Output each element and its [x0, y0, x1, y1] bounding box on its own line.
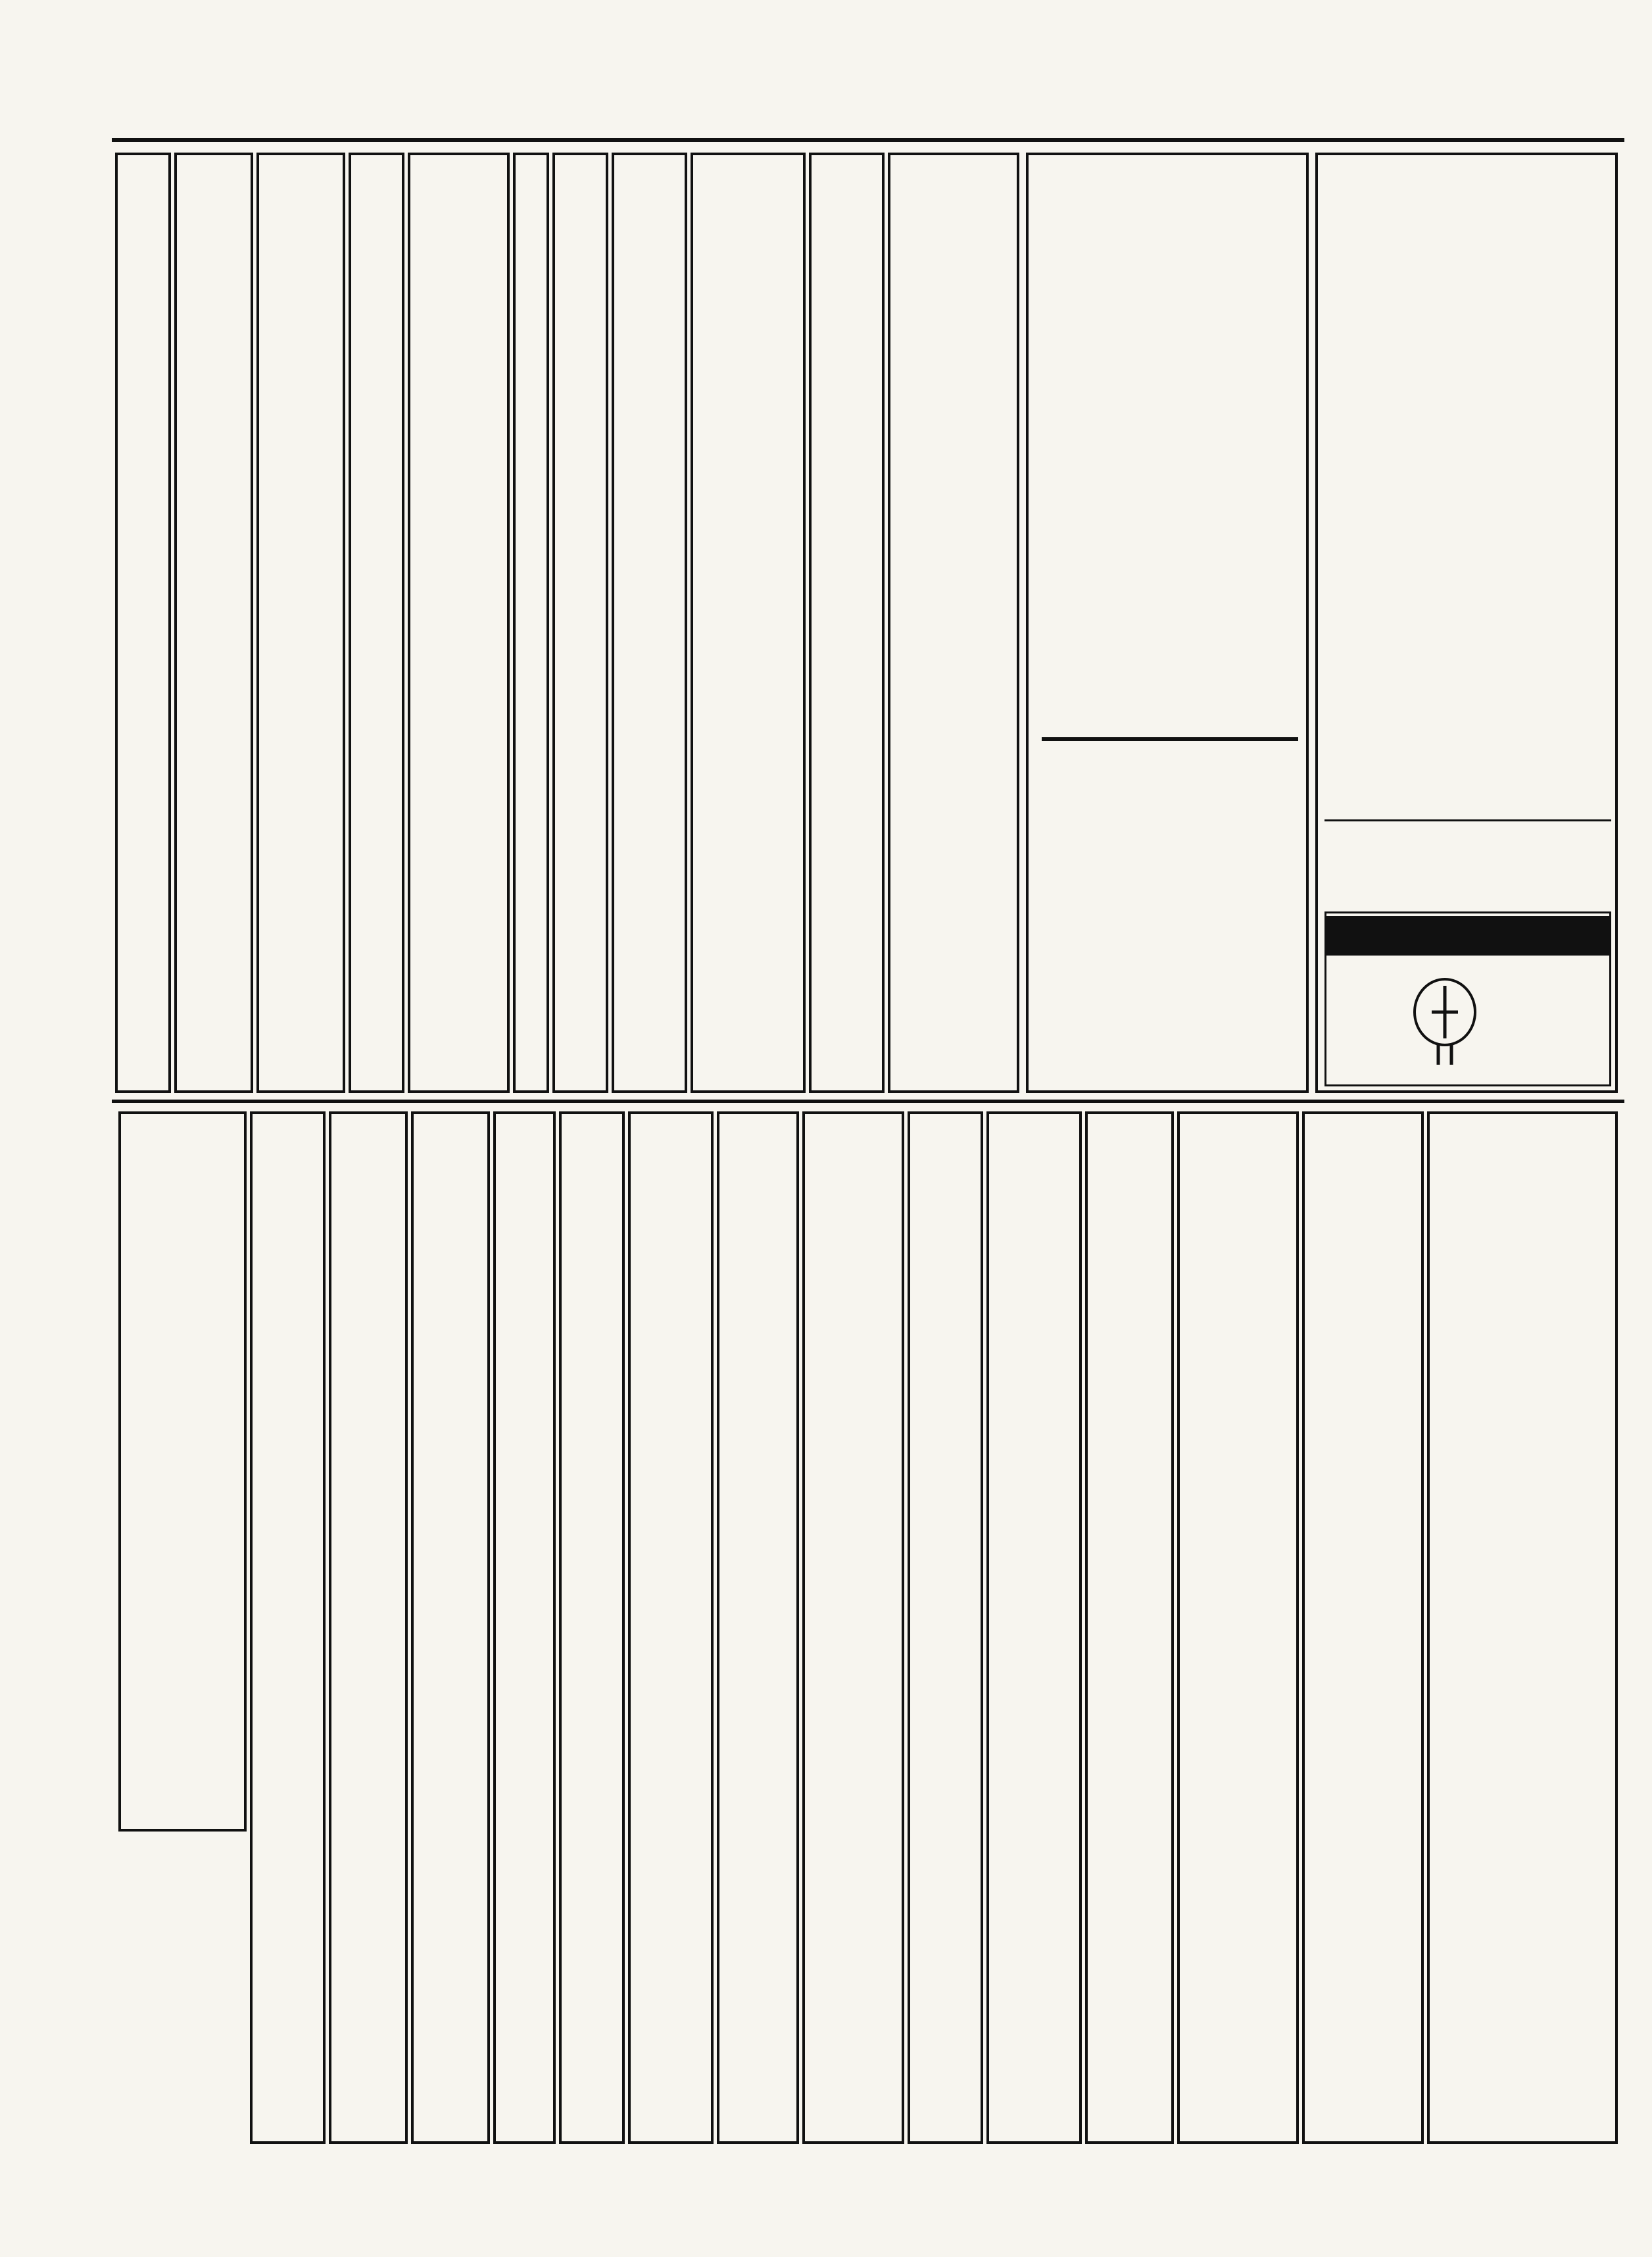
middle-rule: [112, 1100, 1624, 1103]
notice-body: [618, 168, 638, 1082]
notice-body: [335, 1916, 404, 2127]
notice-body: [558, 168, 573, 1082]
notice-title: [986, 1127, 1075, 1719]
notice-body: [913, 1653, 982, 2127]
notice-bottom-2: [1177, 1111, 1299, 2144]
notice-bottom-4: [986, 1111, 1082, 2144]
notice-title: [1085, 1127, 1167, 1653]
notice-body: [263, 168, 283, 1082]
notice-body: [354, 168, 370, 1082]
notice-top-3: [612, 153, 687, 1093]
yearbook-ad: [1026, 153, 1309, 1093]
notice-title: [1178, 1127, 1290, 1627]
notice-body: [256, 1929, 322, 2127]
medicine-ad-title: [1326, 916, 1609, 956]
yearbook-size: [1042, 737, 1298, 741]
notice-top-8: [256, 153, 345, 1093]
notice-body: [1310, 1640, 1343, 2100]
notice-bottom-3: [1085, 1111, 1174, 2144]
notice-body: [993, 1732, 1079, 2127]
notice-top-9: [174, 153, 253, 1093]
notice-bottom-8: [628, 1111, 714, 2144]
notice-bottom-6: [802, 1111, 904, 2144]
notice-title: [802, 1127, 898, 1903]
meichang-anchor: [115, 1111, 247, 1832]
medicine-ad: [1324, 911, 1611, 1086]
notice-top-4: [552, 153, 608, 1093]
masthead-info: [1556, 162, 1609, 399]
header-rule: [112, 138, 1624, 142]
notice-title: [909, 1127, 978, 1640]
masthead-box: [1315, 153, 1618, 1093]
yearbook-toc: [1042, 806, 1239, 1082]
notice-bottom-10: [493, 1111, 556, 2144]
notice-title: [628, 1127, 707, 1785]
notice-top-7: [349, 153, 404, 1093]
notice-bottom-1: [1302, 1111, 1424, 2144]
issue-number: [1324, 819, 1611, 825]
notice-body: [119, 484, 132, 1076]
notice-body: [1438, 1127, 1510, 2133]
notice-body: [815, 164, 833, 1079]
masthead-info-right: [1324, 162, 1377, 399]
notice-bottom-13: [250, 1111, 326, 2144]
notice-bottom-12: [329, 1111, 408, 2144]
notice-top-6: [408, 153, 510, 1093]
notice-bottom-0: [1427, 1111, 1618, 2144]
notice-body: [635, 1798, 710, 2127]
notice-bottom-7: [717, 1111, 799, 2144]
notice-body: [722, 1127, 742, 2127]
notice-title: [411, 1127, 483, 1883]
notice-top-2: [691, 153, 806, 1093]
notice-top-0: [888, 153, 1019, 1093]
notice-body: [809, 1916, 901, 2127]
notice-top-5: [513, 153, 549, 1093]
notice-body: [1186, 1640, 1298, 2127]
notice-body: [700, 168, 739, 1082]
notice-body: [418, 1903, 487, 2127]
notice-body: [563, 1745, 577, 2127]
notice-bottom-11: [411, 1111, 490, 2144]
notice-body: [897, 164, 950, 1079]
notice-title: [250, 1127, 319, 1916]
stork-icon: [1405, 973, 1484, 1071]
notice-bottom-5: [908, 1111, 983, 2144]
notice-body: [181, 168, 201, 1082]
notice-top-10: [115, 153, 171, 1093]
notice-body: [416, 168, 442, 1082]
notice-top-1: [809, 153, 885, 1093]
notice-title: [329, 1127, 401, 1897]
yearbook-features: [1042, 458, 1193, 721]
notice-bottom-9: [559, 1111, 625, 2144]
notice-body: [1092, 1666, 1171, 2127]
